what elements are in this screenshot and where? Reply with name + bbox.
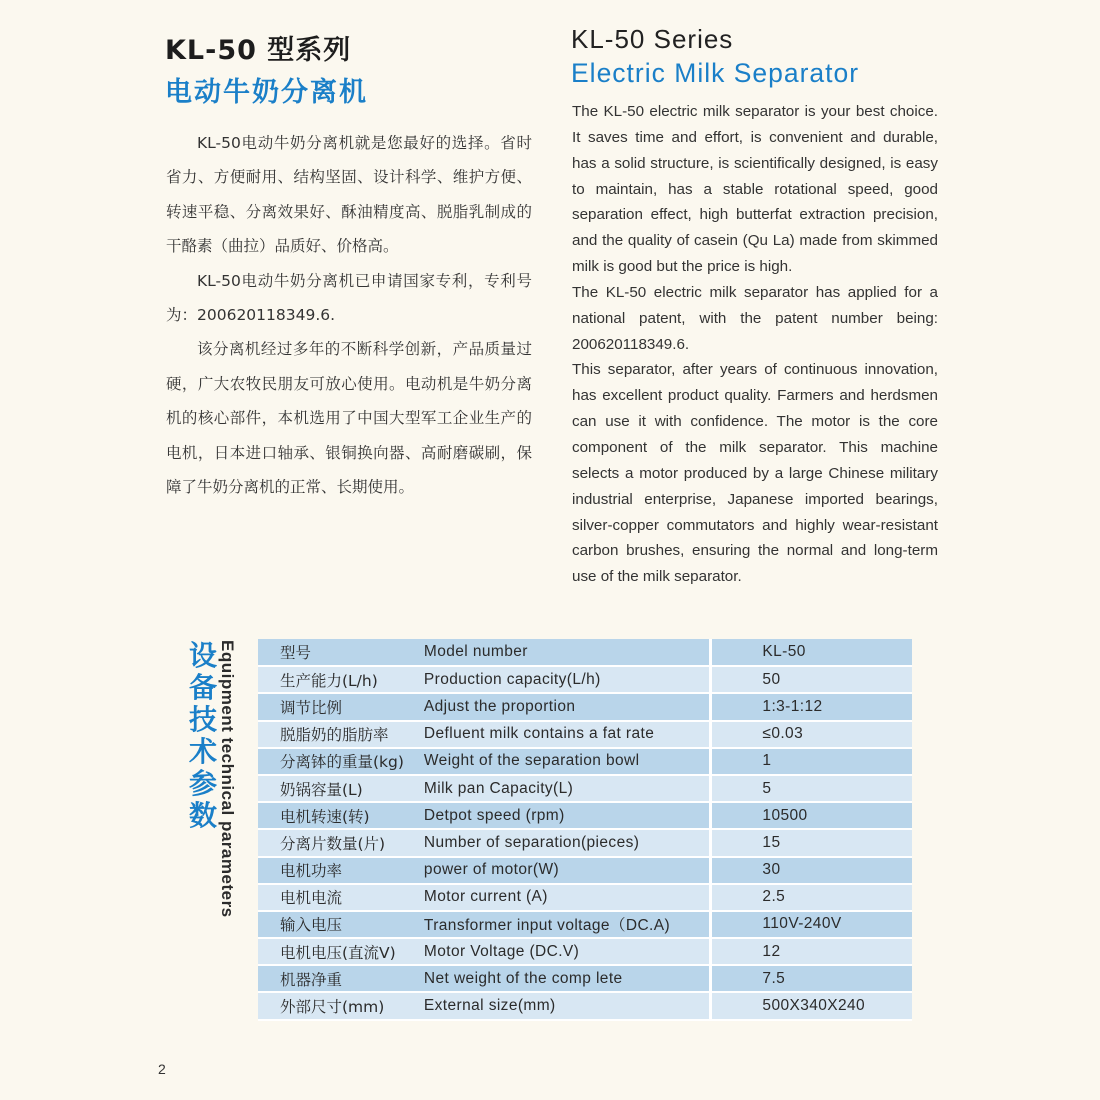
spec-row (258, 721, 912, 748)
spec-label-cn: 分离片数量(片) (258, 829, 404, 856)
spec-value: 1:3-1:12 (711, 693, 912, 720)
spec-row (258, 666, 912, 693)
spec-value: ≤0.03 (711, 721, 912, 748)
en-paragraph: The KL-50 electric milk separator has applied for a national patent, with the patent number being: 200620118349.6. (572, 283, 938, 353)
spec-value: 5 (711, 775, 912, 802)
spec-value: 2.5 (711, 884, 912, 911)
spec-label-cn: 分离钵的重量(kg) (258, 748, 404, 775)
spec-value: 1 (711, 748, 912, 775)
spec-label-cn: 脱脂奶的脂肪率 (258, 721, 404, 748)
en-title-product: Electric Milk Separator (571, 58, 860, 88)
en-paragraph: The KL-50 electric milk separator is your best choice. It saves time and effort, is convenient and durable, has a solid structure, is scientifically designed, is easy to maintain, has a stable rotational speed, good separation effect, high butterfat extraction precision, and the quality of casein (Qu La) made from skimmed milk is good but the price is high. (572, 103, 938, 276)
spec-label-en: Transformer input voltage（DC.A) (404, 911, 711, 938)
cn-paragraph: 该分离机经过多年的不断科学创新，产品质量过硬，广大农牧民朋友可放心使用。电动机是牛奶分离机的核心部件，本机选用了中国大型军工企业生产的电机，日本进口轴承、银铜换向器、高耐磨碳刷，保障了牛奶分离机的正常、长期使用。 (166, 340, 532, 497)
spec-row (258, 938, 912, 965)
spec-row (258, 775, 912, 802)
spec-row (258, 693, 912, 720)
spec-row (258, 802, 912, 829)
spec-label-cn: 外部尺寸(mm) (258, 992, 404, 1019)
spec-label-cn: 电机电压(直流V) (258, 938, 404, 965)
spec-label-cn: 奶锅容量(L) (258, 775, 404, 802)
side-label-char: 术 (188, 735, 217, 768)
spec-label-cn: 输入电压 (258, 911, 404, 938)
cn-description (166, 126, 532, 504)
spec-row (258, 965, 912, 992)
spec-label-en: Net weight of the comp lete (404, 965, 711, 992)
spec-table (258, 639, 912, 1021)
spec-label-cn: 调节比例 (258, 693, 404, 720)
spec-label-en: Adjust the proportion (404, 693, 711, 720)
cn-paragraph: KL-50电动牛奶分离机已申请国家专利，专利号为：200620118349.6. (166, 271, 532, 325)
en-description (572, 99, 938, 590)
spec-value: KL-50 (711, 639, 912, 666)
spec-label-en: Defluent milk contains a fat rate (404, 721, 711, 748)
spec-row (258, 857, 912, 884)
spec-table-body (258, 639, 912, 1020)
spec-label-cn: 电机功率 (258, 857, 404, 884)
spec-label-en: Milk pan Capacity(L) (404, 775, 711, 802)
page-number: 2 (158, 1061, 166, 1077)
cn-title-series: KL-50 型系列 (165, 35, 352, 66)
side-label-char: 设 (188, 639, 217, 672)
spec-row (258, 829, 912, 856)
spec-row (258, 748, 912, 775)
spec-label-cn: 型号 (258, 639, 404, 666)
spec-value: 10500 (711, 802, 912, 829)
spec-row (258, 992, 912, 1019)
spec-label-en: Motor Voltage (DC.V) (404, 938, 711, 965)
side-label-char: 技 (188, 703, 217, 736)
spec-label-en: Motor current (A) (404, 884, 711, 911)
spec-label-en: Production capacity(L/h) (404, 666, 711, 693)
side-label-en: Equipment technical parameters (218, 640, 237, 918)
spec-label-cn: 电机转速(转) (258, 802, 404, 829)
cn-title-product: 电动牛奶分离机 (165, 77, 368, 108)
spec-label-en: Weight of the separation bowl (404, 748, 711, 775)
spec-label-cn: 机器净重 (258, 965, 404, 992)
spec-label-en: External size(mm) (404, 992, 711, 1019)
spec-value: 7.5 (711, 965, 912, 992)
en-paragraph: This separator, after years of continuous innovation, has excellent product quality. Farmers and herdsmen can use it with confidence. The motor is the core component of the milk separator. This machine selects a motor produced by a large Chinese military industrial enterprise, Japanese imported bearings, silver-copper commutators and highly wear-resistant carbon brushes, ensuring the normal and long-term use of the milk separator. (572, 361, 938, 586)
spec-label-en: Model number (404, 639, 711, 666)
spec-value: 15 (711, 829, 912, 856)
spec-label-en: Number of separation(pieces) (404, 829, 711, 856)
spec-value: 110V-240V (711, 911, 912, 938)
spec-value: 12 (711, 938, 912, 965)
en-title-series: KL-50 Series (571, 24, 734, 54)
spec-label-en: power of motor(W) (404, 857, 711, 884)
spec-row (258, 884, 912, 911)
cn-paragraph: KL-50电动牛奶分离机就是您最好的选择。省时省力、方便耐用、结构坚固、设计科学、维护方便、转速平稳、分离效果好、酥油精度高、脱脂乳制成的干酪素（曲拉）品质好、价格高。 (166, 134, 532, 256)
spec-value: 500X340X240 (711, 992, 912, 1019)
spec-value: 50 (711, 666, 912, 693)
side-label-cn (186, 640, 220, 832)
side-label-char: 数 (188, 799, 217, 832)
side-label-char: 参 (188, 767, 217, 800)
spec-label-cn: 生产能力(L/h) (258, 666, 404, 693)
spec-label-en: Detpot speed (rpm) (404, 802, 711, 829)
side-label-char: 备 (188, 671, 217, 704)
spec-row (258, 639, 912, 666)
spec-label-cn: 电机电流 (258, 884, 404, 911)
spec-value: 30 (711, 857, 912, 884)
spec-row (258, 911, 912, 938)
